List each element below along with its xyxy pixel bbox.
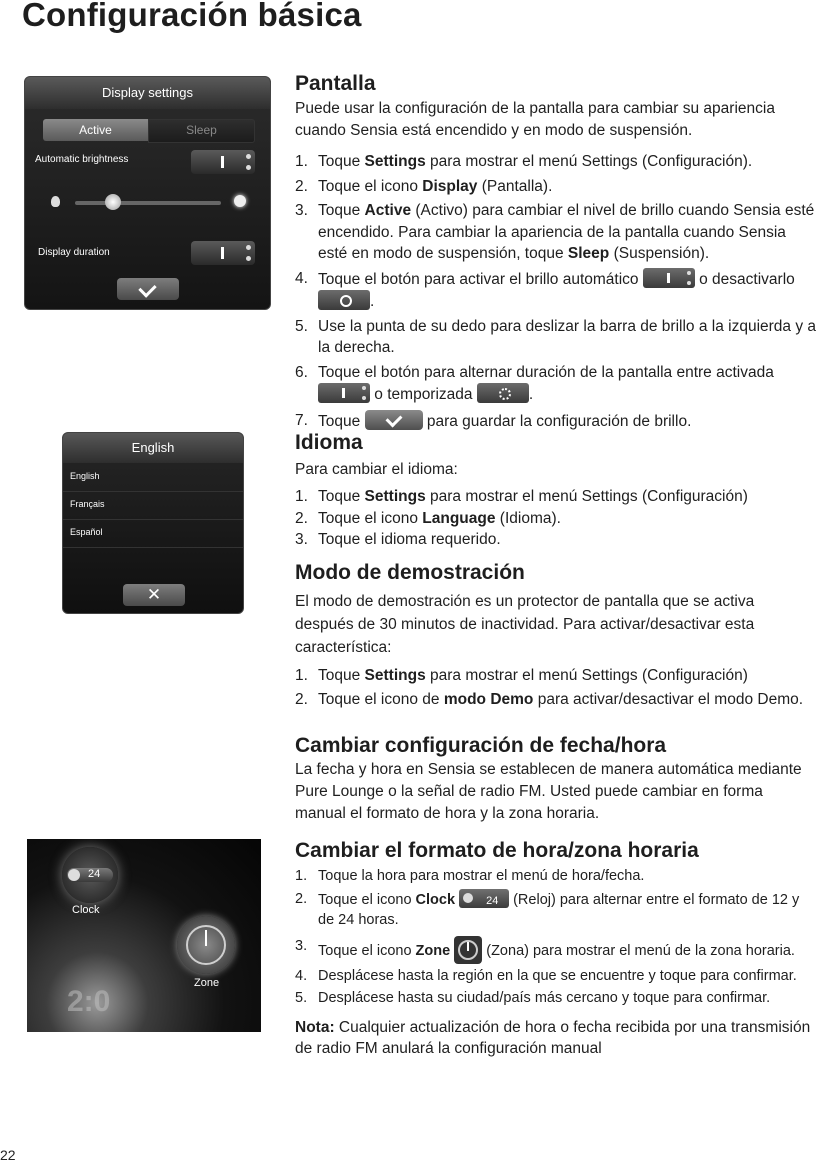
brightness-slider[interactable] — [75, 201, 221, 205]
language-option-english[interactable] — [63, 463, 243, 492]
formato-steps — [295, 866, 817, 1009]
display-settings-screenshot — [24, 76, 271, 310]
list-item: 1. Toque Settings para mostrar el menú Settings (Configuración) — [295, 667, 748, 684]
language-option-label: Español — [70, 527, 103, 537]
list-item: 5. Desplácese hasta su ciudad/país más cercano y toque para confirmar. — [295, 990, 771, 1006]
section-fecha — [295, 734, 817, 825]
list-item: 2. Toque el icono de modo Demo para activar/desactivar el modo Demo. — [295, 690, 804, 708]
brightness-low-icon — [51, 196, 60, 207]
heading-fecha: Cambiar configuración de fecha/hora — [295, 734, 667, 757]
auto-brightness-label: Automatic brightness — [35, 154, 129, 165]
zone-icon[interactable] — [177, 916, 235, 974]
list-item: 1. Toque la hora para mostrar el menú de hora/fecha. — [295, 868, 645, 884]
section-formato — [295, 839, 817, 1059]
clock-zone-screenshot — [27, 839, 261, 1032]
list-item: 2. Toque el icono Clock 24 (Reloj) para alternar entre el formato de 12 y de 24 horas. — [295, 890, 800, 928]
zone-label: Zone — [194, 977, 220, 989]
tab-active-label: Active — [79, 123, 112, 137]
heading-formato: Cambiar el formato de hora/zona horaria — [295, 839, 699, 862]
list-item: 4. Desplácese hasta la región en la que se encuentre y toque para confirmar. — [295, 967, 797, 984]
display-duration-toggle[interactable] — [191, 241, 255, 265]
idioma-intro: Para cambiar el idioma: — [295, 461, 458, 478]
list-item: 2. Toque el icono Language (Idioma). — [295, 509, 561, 527]
heading-pantalla: Pantalla — [295, 72, 376, 95]
check-button-icon — [365, 410, 423, 430]
list-item: 3. Toque el icono Zone (Zona) para mostrar el menú de la zona horaria. — [295, 936, 817, 964]
display-settings-title: Display settings — [101, 85, 194, 100]
heading-demo: Modo de demostración — [295, 561, 525, 584]
clock-badge: 24 — [88, 868, 101, 880]
list-item: 2. Toque el icono Display (Pantalla). — [295, 177, 553, 195]
list-item: 4. Toque el botón para activar el brillo automático o desactivarlo . — [295, 269, 795, 310]
close-icon: ✕ — [146, 585, 162, 604]
clock-label: Clock — [72, 904, 100, 916]
demo-steps — [295, 665, 817, 710]
list-item: 3. Toque el idioma requerido. — [295, 531, 501, 548]
tab-sleep[interactable] — [148, 119, 255, 143]
note-text: Cualquier actualización de hora o fecha recibida por una transmisión de radio FM anulará la configuración manual — [295, 1018, 811, 1057]
fecha-intro: La fecha y hora en Sensia se establecen de manera automática mediante Pure Lounge o la señal de radio FM. Usted puede cambiar en forma manual el formato de hora y la zona horaria. — [295, 761, 802, 822]
section-pantalla — [295, 72, 817, 432]
page-number: 22 — [0, 1147, 16, 1163]
brightness-slider-handle[interactable] — [105, 194, 121, 210]
idioma-steps — [295, 486, 817, 551]
list-item: 3. Toque Active (Activo) para cambiar el nivel de brillo cuando Sensia esté encendido. Para cambiar la apariencia de la pantalla cuando Sensia esté en modo de suspensión, toque Sleep (Suspensión). — [295, 202, 815, 262]
page-title: Configuración básica — [22, 0, 362, 33]
check-icon — [138, 279, 156, 297]
list-item: 7. Toque para guardar la configuración de brillo. — [295, 411, 692, 430]
note-label: Nota: — [295, 1018, 335, 1036]
clock-format-icon: 24 — [459, 889, 509, 908]
toggle-on-icon — [643, 268, 695, 288]
note — [295, 1017, 817, 1059]
language-screen-title: English — [131, 440, 175, 455]
list-item: 1. Toque Settings para mostrar el menú Settings (Configuración) — [295, 488, 748, 505]
language-option-label: Français — [70, 499, 105, 509]
section-idioma — [295, 431, 817, 551]
pantalla-intro: Puede usar la configuración de la pantalla para cambiar su apariencia cuando Sensia está encendido y en modo de suspensión. — [295, 100, 775, 139]
cancel-button[interactable] — [123, 584, 185, 606]
tab-sleep-label: Sleep — [186, 123, 217, 137]
duration-timer-icon — [477, 383, 529, 403]
zone-clock-icon — [454, 936, 482, 964]
faded-time: 2:0 — [67, 985, 111, 1018]
clock-icon[interactable] — [62, 847, 118, 903]
list-item: 6. Toque el botón para alternar duración de la pantalla entre activada o temporizada . — [295, 363, 774, 403]
pantalla-steps — [295, 151, 817, 432]
brightness-high-icon — [234, 195, 246, 207]
duration-on-icon — [318, 383, 370, 403]
auto-brightness-toggle[interactable] — [191, 150, 255, 174]
language-option-francais[interactable] — [63, 491, 243, 520]
tab-active[interactable] — [43, 119, 148, 141]
toggle-off-icon — [318, 290, 370, 310]
list-item: 5. Use la punta de su dedo para deslizar la barra de brillo a la izquierda y a la derecha. — [295, 317, 817, 356]
language-option-espanol[interactable] — [63, 519, 243, 548]
language-screenshot — [62, 432, 244, 614]
section-demo — [295, 561, 817, 710]
demo-intro: El modo de demostración es un protector de pantalla que se activa después de 30 minutos de inactividad. Para activar/desactivar esta característica: — [295, 593, 755, 656]
display-duration-label: Display duration — [38, 247, 110, 258]
language-option-label: English — [70, 471, 100, 481]
confirm-button[interactable] — [117, 278, 179, 300]
list-item: 1. Toque Settings para mostrar el menú Settings (Configuración). — [295, 153, 753, 170]
heading-idioma: Idioma — [295, 431, 363, 454]
